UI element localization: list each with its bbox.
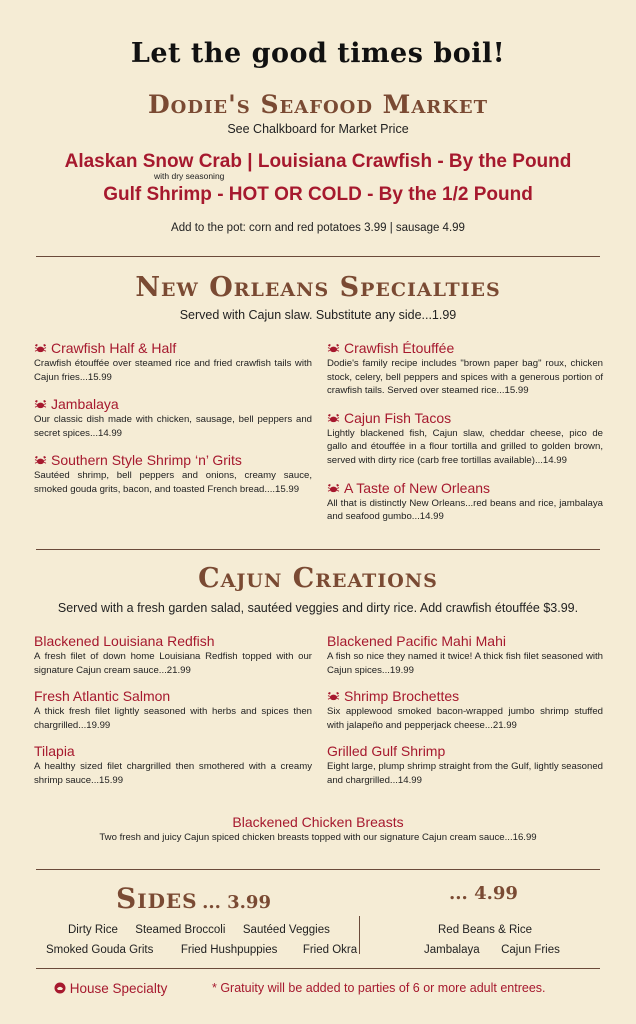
house-specialty-icon <box>54 982 66 994</box>
item-description: All that is distinctly New Orleans...red beans and rice, jambalaya and seafood gumbo...14.99 <box>327 497 603 523</box>
cajun-left-column <box>34 633 312 799</box>
crab-icon <box>327 483 340 494</box>
cajun-right-column <box>327 633 603 799</box>
menu-item <box>327 410 603 468</box>
item-description: Eight large, plump shrimp straight from the Gulf, lightly seasoned and chargrilled...14.99 <box>327 761 603 786</box>
side-item: Smoked Gouda Grits <box>46 944 154 956</box>
menu-item <box>327 688 603 732</box>
menu-item <box>0 814 636 844</box>
sides-list <box>438 920 532 938</box>
crab-icon <box>34 399 47 410</box>
item-name: Tilapia <box>34 743 75 760</box>
crab-icon <box>327 691 340 702</box>
item-name: Southern Style Shrimp ‘n’ Grits <box>51 452 242 469</box>
item-description: Lightly blackened fish, Cajun slaw, cheddar cheese, pico de gallo and étouffée in a flour tortilla and grilled to golden brown, served with dirty rice (carb free tortillas available)...14.99 <box>327 427 603 466</box>
item-name: Crawfish Étouffée <box>344 340 455 356</box>
market-line-crab-crawfish: Alaskan Snow Crab | Louisiana Crawfish - By the Pound <box>64 151 572 172</box>
item-name: Blackened Louisiana Redfish <box>34 633 215 649</box>
item-description: A healthy sized filet chargrilled then smothered with a creamy shrimp sauce...15.99 <box>34 761 312 786</box>
sides-list <box>424 940 560 958</box>
crab-icon <box>34 455 47 466</box>
item-name-row <box>34 688 312 705</box>
divider <box>36 256 600 257</box>
side-item: Dirty Rice <box>68 924 118 936</box>
item-description: Two fresh and juicy Cajun spiced chicken breasts topped with our signature Cajun cream sauce...16.99 <box>99 832 537 843</box>
item-name-row <box>327 340 603 357</box>
seasoning-note: with dry seasoning <box>154 171 225 181</box>
item-name: Grilled Gulf Shrimp <box>327 743 446 760</box>
divider <box>36 869 600 870</box>
sides-heading <box>116 882 271 915</box>
menu-item <box>34 743 312 787</box>
divider <box>36 968 600 969</box>
side-item: Fried Hushpuppies <box>180 944 278 956</box>
item-name-row <box>327 743 603 760</box>
item-name: Fresh Atlantic Salmon <box>34 688 171 705</box>
menu-item <box>34 452 312 496</box>
item-description: Our classic dish made with chicken, sausage, bell peppers and secret spices...14.99 <box>34 414 312 439</box>
item-description: Sautéed shrimp, bell peppers and onions, creamy sauce, smoked gouda grits, bacon, and toasted French bread....15.99 <box>34 470 312 495</box>
item-name: Shrimp Brochettes <box>344 688 460 705</box>
item-name-row <box>34 743 312 760</box>
item-description: Six applewood smoked bacon-wrapped jumbo shrimp stuffed with jalapeño and pepperjack cheese...21.99 <box>327 706 603 731</box>
divider <box>36 549 600 550</box>
side-item: Cajun Fries <box>501 944 560 956</box>
side-item: Fried Okra <box>302 944 358 956</box>
menu-item <box>327 480 603 524</box>
sides-title: Sides <box>116 882 198 915</box>
house-specialty-legend <box>54 981 167 996</box>
menu-item <box>34 688 312 732</box>
menu-item <box>34 396 312 440</box>
item-name-row <box>327 633 603 650</box>
side-item: Jambalaya <box>424 944 480 956</box>
specialties-right-column <box>327 340 603 536</box>
item-name: Blackened Pacific Mahi Mahi <box>327 633 506 649</box>
crab-icon <box>327 413 340 424</box>
item-name-row <box>34 452 312 469</box>
market-line-shrimp: Gulf Shrimp - HOT OR COLD - By the 1/2 Pound <box>103 184 533 205</box>
item-name: A Taste of New Orleans <box>344 479 491 496</box>
item-name: Crawfish Half & Half <box>51 340 177 356</box>
item-name-row <box>327 480 603 497</box>
item-name: Cajun Fish Tacos <box>344 409 452 426</box>
item-name: Blackened Chicken Breasts <box>232 814 404 830</box>
cajun-subtitle: Served with a fresh garden salad, sautéed veggies and dirty rice. Add crawfish étouffée $3.99. <box>57 601 579 615</box>
cajun-title: Cajun Creations <box>198 563 438 594</box>
side-item: Red Beans & Rice <box>438 924 532 936</box>
crab-icon <box>34 343 47 354</box>
item-description: A fresh filet of down home Louisiana Redfish topped with our signature Cajun cream sauce...21.99 <box>34 651 312 676</box>
side-item: Sautéed Veggies <box>242 924 330 936</box>
item-name-row <box>327 688 603 705</box>
item-name: Jambalaya <box>51 396 119 413</box>
item-name-row <box>34 633 312 650</box>
menu-item <box>327 340 603 398</box>
item-name-row <box>327 410 603 427</box>
item-name-row <box>34 340 312 357</box>
side-item: Steamed Broccoli <box>135 924 226 936</box>
gratuity-note: * Gratuity will be added to parties of 6 or more adult entrees. <box>212 981 546 995</box>
sides-price-low: ... 3.99 <box>202 892 271 913</box>
addons-line: Add to the pot: corn and red potatoes 3.99 | sausage 4.99 <box>171 222 465 234</box>
sides-divider <box>359 916 360 954</box>
menu-item <box>327 743 603 787</box>
menu-item <box>34 633 312 677</box>
item-description: Dodie's family recipe includes "brown paper bag" roux, chicken stock, celery, bell peppers and spices with a generous portion of crawfish tails. Served over steamed rice...15.99 <box>327 358 603 397</box>
crab-icon <box>327 343 340 354</box>
item-description: Crawfish étouffée over steamed rice and fried crawfish tails with Cajun fries...15.99 <box>34 358 312 383</box>
specialties-subtitle: Served with Cajun slaw. Substitute any side...1.99 <box>179 308 457 322</box>
specialties-left-column <box>34 340 312 509</box>
market-title: Dodie's Seafood Market <box>147 90 488 119</box>
tagline: Let the good times boil! <box>130 38 506 69</box>
sides-price-high: ... 4.99 <box>449 883 518 904</box>
item-description: A fish so nice they named it twice! A thick fish filet seasoned with Cajun spices...19.99 <box>327 651 603 676</box>
item-name-row <box>34 396 312 413</box>
item-description: A thick fresh filet lightly seasoned with herbs and spices then chargrilled...19.99 <box>34 706 312 731</box>
legend-label: House Specialty <box>69 981 168 996</box>
menu-item <box>34 340 312 384</box>
specialties-title: New Orleans Specialties <box>135 272 501 303</box>
sides-list <box>68 920 330 938</box>
menu-item <box>327 633 603 677</box>
market-subtitle: See Chalkboard for Market Price <box>227 122 409 136</box>
sides-list <box>46 940 357 958</box>
